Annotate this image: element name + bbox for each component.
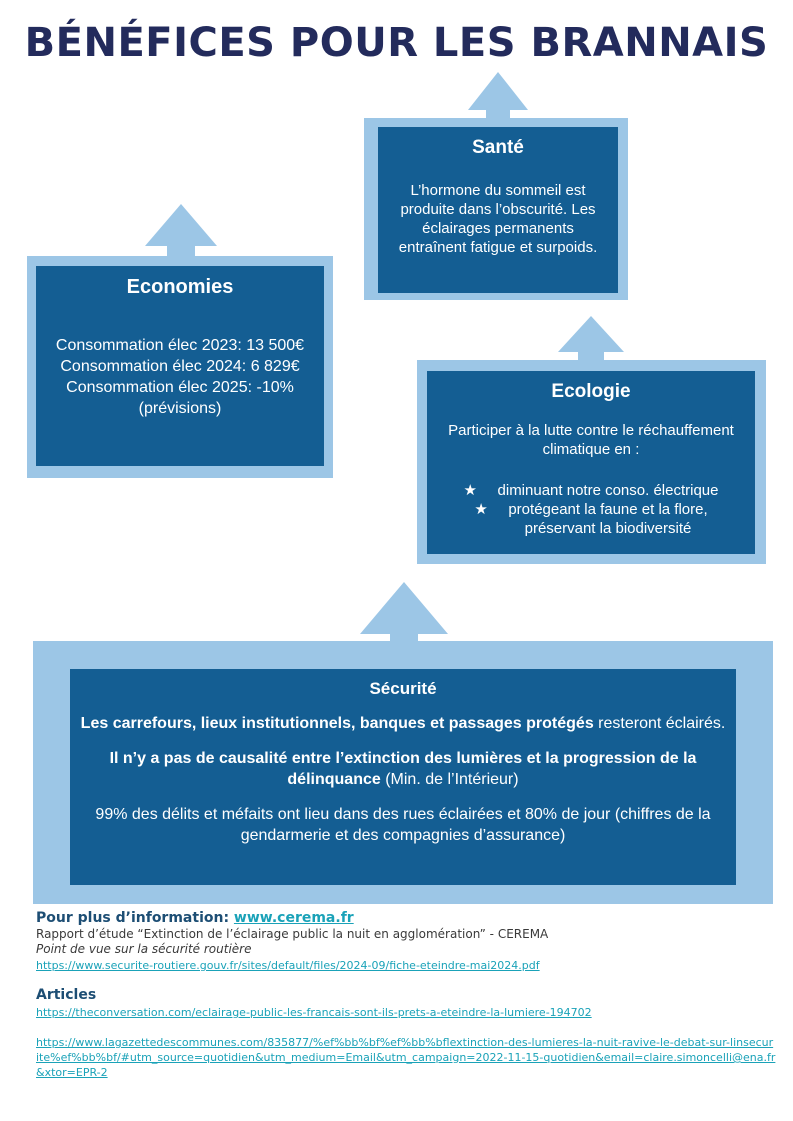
economies-card [36,266,324,466]
economies-line-2024: Consommation élec 2024: 6 829€ [60,358,300,375]
article-link-lagazette[interactable]: https://www.lagazettedescommunes.com/835877/%ef%bb%bf%ef%bb%bflextinction-des-lumieres-la-nuit-ravive-le-debat-sur-linsecurite%ef%bb%bf/#utm_source=quotidien&utm_medium=Email&utm_campaign=2022-11-15-quotidien&email=claire.simoncelli@ena.fr&xtor=EPR-2 [36,1036,776,1079]
ecologie-bullet-list [435,481,747,538]
list-item [435,481,747,500]
securite-paragraph-1 [78,713,728,734]
ecologie-bullet-text: diminuant notre conso. électrique [497,482,719,499]
ecologie-intro: Participer à la lutte contre le réchauffement climatique en : [448,422,734,458]
securite-p2-bold: Il n’y a pas de causalité entre l’extinction des lumières et la progression de la délinquance [109,750,697,788]
star-icon: ★ [463,482,477,499]
securite-p1-rest: resteront éclairés. [593,715,726,732]
sante-title: Santé [472,137,524,158]
article-link-theconversation[interactable]: https://theconversation.com/eclairage-public-les-francais-sont-ils-prets-a-eteindre-la-lumiere-194702 [36,1006,592,1019]
ecologie-bullet-text: protégeant la faune et la flore, [508,501,708,518]
info-label: Pour plus d’information: [36,910,234,926]
arrow-up-icon-sante [468,72,528,118]
economies-title: Economies [126,276,234,298]
page-title: BÉNÉFICES POUR LES BRANNAIS [24,20,769,66]
footer [36,910,776,1080]
report-text: Rapport d’étude “Extinction de l’éclairage public la nuit en agglomération” - CEREMA [36,927,549,941]
securite-card [70,669,736,885]
sante-text: L’hormone du sommeil est produite dans l’obscurité. Les éclairages permanents entraînent fatigue et surpoids. [398,182,598,256]
securite-p1-bold: Les carrefours, lieux institutionnels, banques et passages protégés [80,715,594,732]
arrow-up-icon-securite [360,582,448,642]
articles-heading: Articles [36,987,97,1003]
list-item [435,519,747,538]
securite-title: Sécurité [369,679,437,698]
arrow-up-icon-economies [145,204,217,256]
cerema-link[interactable]: www.cerema.fr [233,910,354,926]
ecologie-title: Ecologie [551,381,631,402]
economies-line-previsions: (prévisions) [138,400,222,417]
viewpoint-text: Point de vue sur la sécurité routière [36,942,252,956]
ecologie-card [427,371,755,554]
securite-routiere-link[interactable]: https://www.securite-routiere.gouv.fr/sites/default/files/2024-09/fiche-eteindre-mai2024.pdf [36,959,540,972]
arrow-up-icon-ecologie [558,316,624,362]
securite-paragraph-2 [78,748,728,790]
securite-p2-rest: (Min. de l’Intérieur) [380,771,519,788]
economies-line-2025: Consommation élec 2025: -10% [66,379,294,396]
securite-paragraph-3: 99% des délits et méfaits ont lieu dans des rues éclairées et 80% de jour (chiffres de la gendarmerie et des compagnies d’assurance) [95,806,711,844]
list-item [435,500,747,519]
star-icon: ★ [474,501,488,518]
sante-card [378,127,618,293]
economies-line-2023: Consommation élec 2023: 13 500€ [55,337,305,354]
info-heading [36,910,776,926]
ecologie-bullet-continuation: préservant la biodiversité [524,520,692,537]
